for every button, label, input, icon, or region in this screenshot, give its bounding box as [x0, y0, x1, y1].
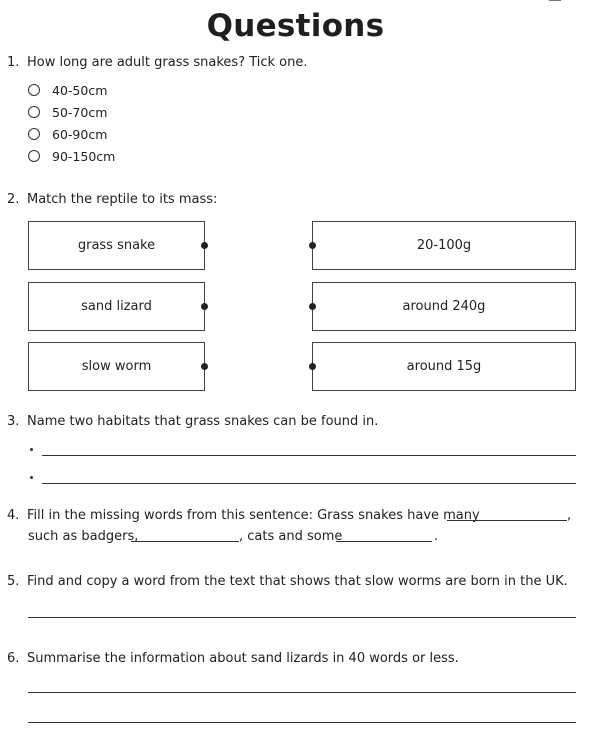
answer-line-q6-1[interactable] [28, 692, 576, 693]
reptile-label: sand lizard [81, 299, 152, 314]
radio-circle-icon[interactable] [28, 84, 40, 96]
question-4-line-1: Fill in the missing words from this sentence: Grass snakes have many [27, 508, 480, 523]
question-1-text: How long are adult grass snakes? Tick one. [27, 55, 308, 70]
match-dot-icon[interactable] [201, 303, 208, 310]
question-5-number: 5. [7, 574, 20, 589]
match-dot-icon[interactable] [201, 242, 208, 249]
option-label: 90-150cm [52, 149, 116, 164]
question-6-text: Summarise the information about sand lizards in 40 words or less. [27, 651, 459, 666]
match-dot-icon[interactable] [201, 363, 208, 370]
mass-box-20-100g[interactable] [312, 221, 576, 270]
question-1-number: 1. [7, 55, 20, 70]
corner-mark [549, 0, 561, 4]
page-title: Questions [206, 8, 385, 44]
match-dot-icon[interactable] [309, 242, 316, 249]
bullet-icon [30, 476, 33, 479]
radio-circle-icon[interactable] [28, 150, 40, 162]
reptile-label: grass snake [77, 238, 156, 253]
option-40-50cm[interactable] [28, 83, 107, 99]
answer-line-habitat-2[interactable] [42, 483, 576, 484]
option-label: 50-70cm [52, 105, 108, 120]
question-6-number: 6. [7, 651, 20, 666]
option-90-150cm[interactable] [28, 149, 115, 165]
option-label: 60-90cm [52, 127, 108, 142]
answer-line-q6-2[interactable] [28, 722, 576, 723]
question-3-number: 3. [7, 414, 20, 429]
reptile-box-slow-worm[interactable] [28, 342, 205, 391]
comma-text: , [567, 508, 572, 523]
question-5 [7, 574, 568, 590]
question-4-number: 4. [7, 508, 20, 523]
question-3-text: Name two habitats that grass snakes can be found in. [27, 414, 379, 429]
option-50-70cm[interactable] [28, 105, 107, 121]
question-5-text: Find and copy a word from the text that shows that slow worms are born in the UK. [27, 574, 568, 589]
question-4-line-2b: , cats and some [239, 529, 343, 544]
option-label: 40-50cm [52, 83, 108, 98]
question-3 [7, 414, 378, 430]
answer-line-q5[interactable] [28, 617, 576, 618]
bullet-icon [30, 448, 33, 451]
mass-box-around-240g[interactable] [312, 282, 576, 331]
match-dot-icon[interactable] [309, 303, 316, 310]
radio-circle-icon[interactable] [28, 128, 40, 140]
question-2 [7, 192, 217, 208]
question-4 [7, 508, 480, 524]
question-2-number: 2. [7, 192, 20, 207]
answer-line-habitat-1[interactable] [42, 455, 576, 456]
reptile-label: slow worm [81, 359, 152, 374]
question-2-text: Match the reptile to its mass: [27, 192, 218, 207]
radio-circle-icon[interactable] [28, 106, 40, 118]
match-dot-icon[interactable] [309, 363, 316, 370]
blank-line-predators[interactable] [447, 520, 567, 521]
question-6 [7, 651, 459, 667]
option-60-90cm[interactable] [28, 127, 107, 143]
question-1 [7, 55, 308, 71]
mass-box-around-15g[interactable] [312, 342, 576, 391]
reptile-box-grass-snake[interactable] [28, 221, 205, 270]
blank-line-animal-1[interactable] [131, 541, 239, 542]
reptile-box-sand-lizard[interactable] [28, 282, 205, 331]
question-4-line-2a: such as badgers, [28, 529, 139, 544]
mass-label: around 240g [402, 299, 486, 314]
mass-label: around 15g [406, 359, 482, 374]
mass-label: 20-100g [416, 238, 472, 253]
question-4-line-2c: . [434, 529, 439, 544]
blank-line-animal-2[interactable] [336, 541, 432, 542]
